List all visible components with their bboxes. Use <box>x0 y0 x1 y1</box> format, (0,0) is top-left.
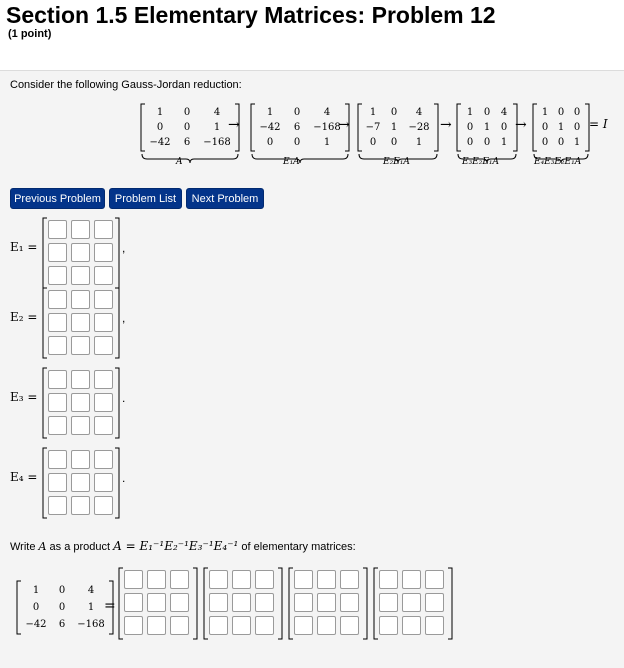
reduction-prompt: Consider the following Gauss-Jordan reduction: <box>10 79 242 91</box>
matrix-entry: −168 <box>203 137 231 148</box>
matrix-entry-input[interactable] <box>317 570 336 589</box>
matrix-entry-input[interactable] <box>94 313 113 332</box>
matrix-entry-input[interactable] <box>340 593 359 612</box>
e3-label: E₃ = <box>10 390 38 404</box>
matrix-entry-input[interactable] <box>48 473 67 492</box>
previous-problem-button[interactable]: Previous Problem <box>10 188 105 209</box>
matrix-entry: 1 <box>466 107 474 118</box>
matrix-entry: 1 <box>541 107 549 118</box>
matrix-entry-input[interactable] <box>209 616 228 635</box>
matrix-entry-input[interactable] <box>425 593 444 612</box>
punctuation: , <box>122 241 126 255</box>
matrix-entry-input[interactable] <box>71 313 90 332</box>
matrix-entry-input[interactable] <box>48 336 67 355</box>
matrix-entry: 0 <box>32 602 40 613</box>
label-e3e2e1a: E₃E₂E₁A <box>462 157 500 167</box>
matrix-entry: 1 <box>557 122 565 133</box>
points-label: (1 point) <box>8 28 52 40</box>
inverse-factor-2-input <box>203 567 283 640</box>
e4-label: E₄ = <box>10 470 38 484</box>
matrix-entry-input[interactable] <box>402 593 421 612</box>
product-prompt: Write A as a product A = E₁⁻¹E₂⁻¹E₃⁻¹E₄⁻¹ of elementary matrices: <box>10 539 356 553</box>
inverse-factor-1-input <box>118 567 198 640</box>
matrix-entry-input[interactable] <box>294 616 313 635</box>
matrix-entry: 1 <box>156 107 164 118</box>
matrix-entry-input[interactable] <box>294 593 313 612</box>
matrix-entry-input[interactable] <box>124 593 143 612</box>
matrix-entry: 0 <box>266 137 274 148</box>
e2-label: E₂ = <box>10 310 38 324</box>
matrix-entry-input[interactable] <box>48 290 67 309</box>
matrix-entry-input[interactable] <box>379 570 398 589</box>
matrix-entry-input[interactable] <box>170 593 189 612</box>
matrix-entry: 0 <box>557 137 565 148</box>
matrix-entry-input[interactable] <box>94 290 113 309</box>
matrix-entry-input[interactable] <box>255 570 274 589</box>
matrix-entry: −42 <box>149 137 171 148</box>
matrix-entry-input[interactable] <box>71 220 90 239</box>
matrix-entry-input[interactable] <box>71 496 90 515</box>
matrix-entry-input[interactable] <box>317 593 336 612</box>
matrix-entry: 1 <box>415 137 423 148</box>
inverse-factor-3-input <box>288 567 368 640</box>
e2-matrix-input <box>42 287 120 359</box>
matrix-entry-input[interactable] <box>71 290 90 309</box>
matrix-entry: −28 <box>408 122 430 133</box>
matrix-entry-input[interactable] <box>48 370 67 389</box>
matrix-entry: 1 <box>483 122 491 133</box>
matrix-entry: 0 <box>293 107 301 118</box>
matrix-entry: 0 <box>500 122 508 133</box>
matrix-entry-input[interactable] <box>170 570 189 589</box>
matrix-entry-input[interactable] <box>232 593 251 612</box>
page-title: Section 1.5 Elementary Matrices: Problem 12 <box>6 2 496 28</box>
matrix-entry-input[interactable] <box>48 393 67 412</box>
product-equals: = <box>104 598 116 614</box>
matrix-entry-input[interactable] <box>71 370 90 389</box>
matrix-entry-input[interactable] <box>71 336 90 355</box>
matrix-entry-input[interactable] <box>94 393 113 412</box>
matrix-entry-input[interactable] <box>94 220 113 239</box>
matrix-entry: −168 <box>313 122 341 133</box>
matrix-entry-input[interactable] <box>209 570 228 589</box>
matrix-entry-input[interactable] <box>71 243 90 262</box>
matrix-entry: 0 <box>557 107 565 118</box>
matrix-entry: 0 <box>466 122 474 133</box>
matrix-entry-input[interactable] <box>71 473 90 492</box>
matrix-entry: 1 <box>266 107 274 118</box>
matrix-entry-input[interactable] <box>94 243 113 262</box>
punctuation: . <box>122 391 126 405</box>
matrix-entry: 6 <box>293 122 301 133</box>
matrix-entry-input[interactable] <box>255 593 274 612</box>
matrix-entry-input[interactable] <box>340 616 359 635</box>
matrix-entry-input[interactable] <box>425 616 444 635</box>
label-e1a: E₁A <box>283 157 300 167</box>
matrix-entry: −42 <box>259 122 281 133</box>
matrix-entry: −42 <box>25 619 47 630</box>
arrow-icon: → <box>440 117 452 133</box>
matrix-entry-input[interactable] <box>255 616 274 635</box>
matrix-entry-input[interactable] <box>317 616 336 635</box>
matrix-entry-input[interactable] <box>294 570 313 589</box>
matrix-entry-input[interactable] <box>379 616 398 635</box>
matrix-entry: 4 <box>323 107 331 118</box>
matrix-entry: 1 <box>323 137 331 148</box>
matrix-entry: 1 <box>32 585 40 596</box>
punctuation: , <box>122 311 126 325</box>
matrix-entry-input[interactable] <box>94 266 113 285</box>
matrix-entry-input[interactable] <box>71 450 90 469</box>
matrix-entry: 1 <box>87 602 95 613</box>
matrix-entry: 4 <box>500 107 508 118</box>
matrix-entry-input[interactable] <box>402 570 421 589</box>
matrix-entry-input[interactable] <box>379 593 398 612</box>
matrix-entry-input[interactable] <box>232 616 251 635</box>
equals-identity: = I <box>589 117 608 131</box>
matrix-entry: −7 <box>365 122 381 133</box>
matrix-entry-input[interactable] <box>147 570 166 589</box>
matrix-entry-input[interactable] <box>48 450 67 469</box>
matrix-entry-input[interactable] <box>124 616 143 635</box>
matrix-entry-input[interactable] <box>94 473 113 492</box>
matrix-entry-input[interactable] <box>48 496 67 515</box>
e1-label: E₁ = <box>10 240 38 254</box>
matrix-entry: 0 <box>541 137 549 148</box>
inverse-factor-4-input <box>373 567 453 640</box>
matrix-entry: 4 <box>87 585 95 596</box>
matrix-entry: 4 <box>213 107 221 118</box>
matrix-entry-input[interactable] <box>71 416 90 435</box>
matrix-entry: 0 <box>156 122 164 133</box>
matrix-entry: 0 <box>483 107 491 118</box>
matrix-entry-input[interactable] <box>147 593 166 612</box>
matrix-entry-input[interactable] <box>232 570 251 589</box>
matrix-entry: 0 <box>541 122 549 133</box>
e1-matrix-input <box>42 217 120 289</box>
matrix-entry-input[interactable] <box>48 220 67 239</box>
matrix-entry: 1 <box>573 137 581 148</box>
matrix-entry: 0 <box>293 137 301 148</box>
matrix-entry-input[interactable] <box>124 570 143 589</box>
matrix-entry: 0 <box>183 107 191 118</box>
matrix-entry-input[interactable] <box>48 243 67 262</box>
matrix-entry: 1 <box>500 137 508 148</box>
matrix-entry-input[interactable] <box>71 393 90 412</box>
matrix-entry: 0 <box>483 137 491 148</box>
matrix-entry-input[interactable] <box>48 313 67 332</box>
matrix-entry-input[interactable] <box>94 416 113 435</box>
matrix-entry-input[interactable] <box>48 266 67 285</box>
label-a: A <box>176 157 183 167</box>
matrix-entry-input[interactable] <box>170 616 189 635</box>
matrix-entry: 1 <box>390 122 398 133</box>
label-e2e1a: E₂E₁A <box>383 157 410 167</box>
matrix-entry: 0 <box>58 585 66 596</box>
matrix-entry-input[interactable] <box>147 616 166 635</box>
matrix-entry: 1 <box>369 107 377 118</box>
next-problem-button[interactable]: Next Problem <box>186 188 264 209</box>
punctuation: . <box>122 471 126 485</box>
matrix-entry: 0 <box>369 137 377 148</box>
matrix-entry-input[interactable] <box>425 570 444 589</box>
arrow-icon: → <box>228 117 240 133</box>
matrix-entry-input[interactable] <box>71 266 90 285</box>
matrix-entry-input[interactable] <box>340 570 359 589</box>
matrix-entry: 0 <box>573 107 581 118</box>
matrix-entry: 0 <box>183 122 191 133</box>
matrix-entry: −168 <box>77 619 105 630</box>
matrix-entry: 0 <box>390 137 398 148</box>
matrix-entry: 0 <box>58 602 66 613</box>
product-lhs-matrix <box>16 580 114 635</box>
matrix-entry-input[interactable] <box>94 370 113 389</box>
matrix-entry-input[interactable] <box>48 416 67 435</box>
matrix-entry: 4 <box>415 107 423 118</box>
underbraces <box>0 0 624 170</box>
matrix-entry: 6 <box>58 619 66 630</box>
problem-list-button[interactable]: Problem List <box>109 188 182 209</box>
matrix-entry-input[interactable] <box>402 616 421 635</box>
matrix-entry: 6 <box>183 137 191 148</box>
e3-matrix-input <box>42 367 120 439</box>
matrix-entry: 0 <box>466 137 474 148</box>
matrix-entry: 0 <box>390 107 398 118</box>
matrix-entry: 1 <box>213 122 221 133</box>
matrix-entry-input[interactable] <box>94 450 113 469</box>
matrix-entry-input[interactable] <box>209 593 228 612</box>
arrow-icon: → <box>338 117 350 133</box>
matrix-entry-input[interactable] <box>94 496 113 515</box>
arrow-icon: → <box>515 117 527 133</box>
label-e4e3e2e1a: E₄E₃E₂E₁A <box>534 157 582 167</box>
e4-matrix-input <box>42 447 120 519</box>
matrix-entry: 0 <box>573 122 581 133</box>
matrix-entry-input[interactable] <box>94 336 113 355</box>
